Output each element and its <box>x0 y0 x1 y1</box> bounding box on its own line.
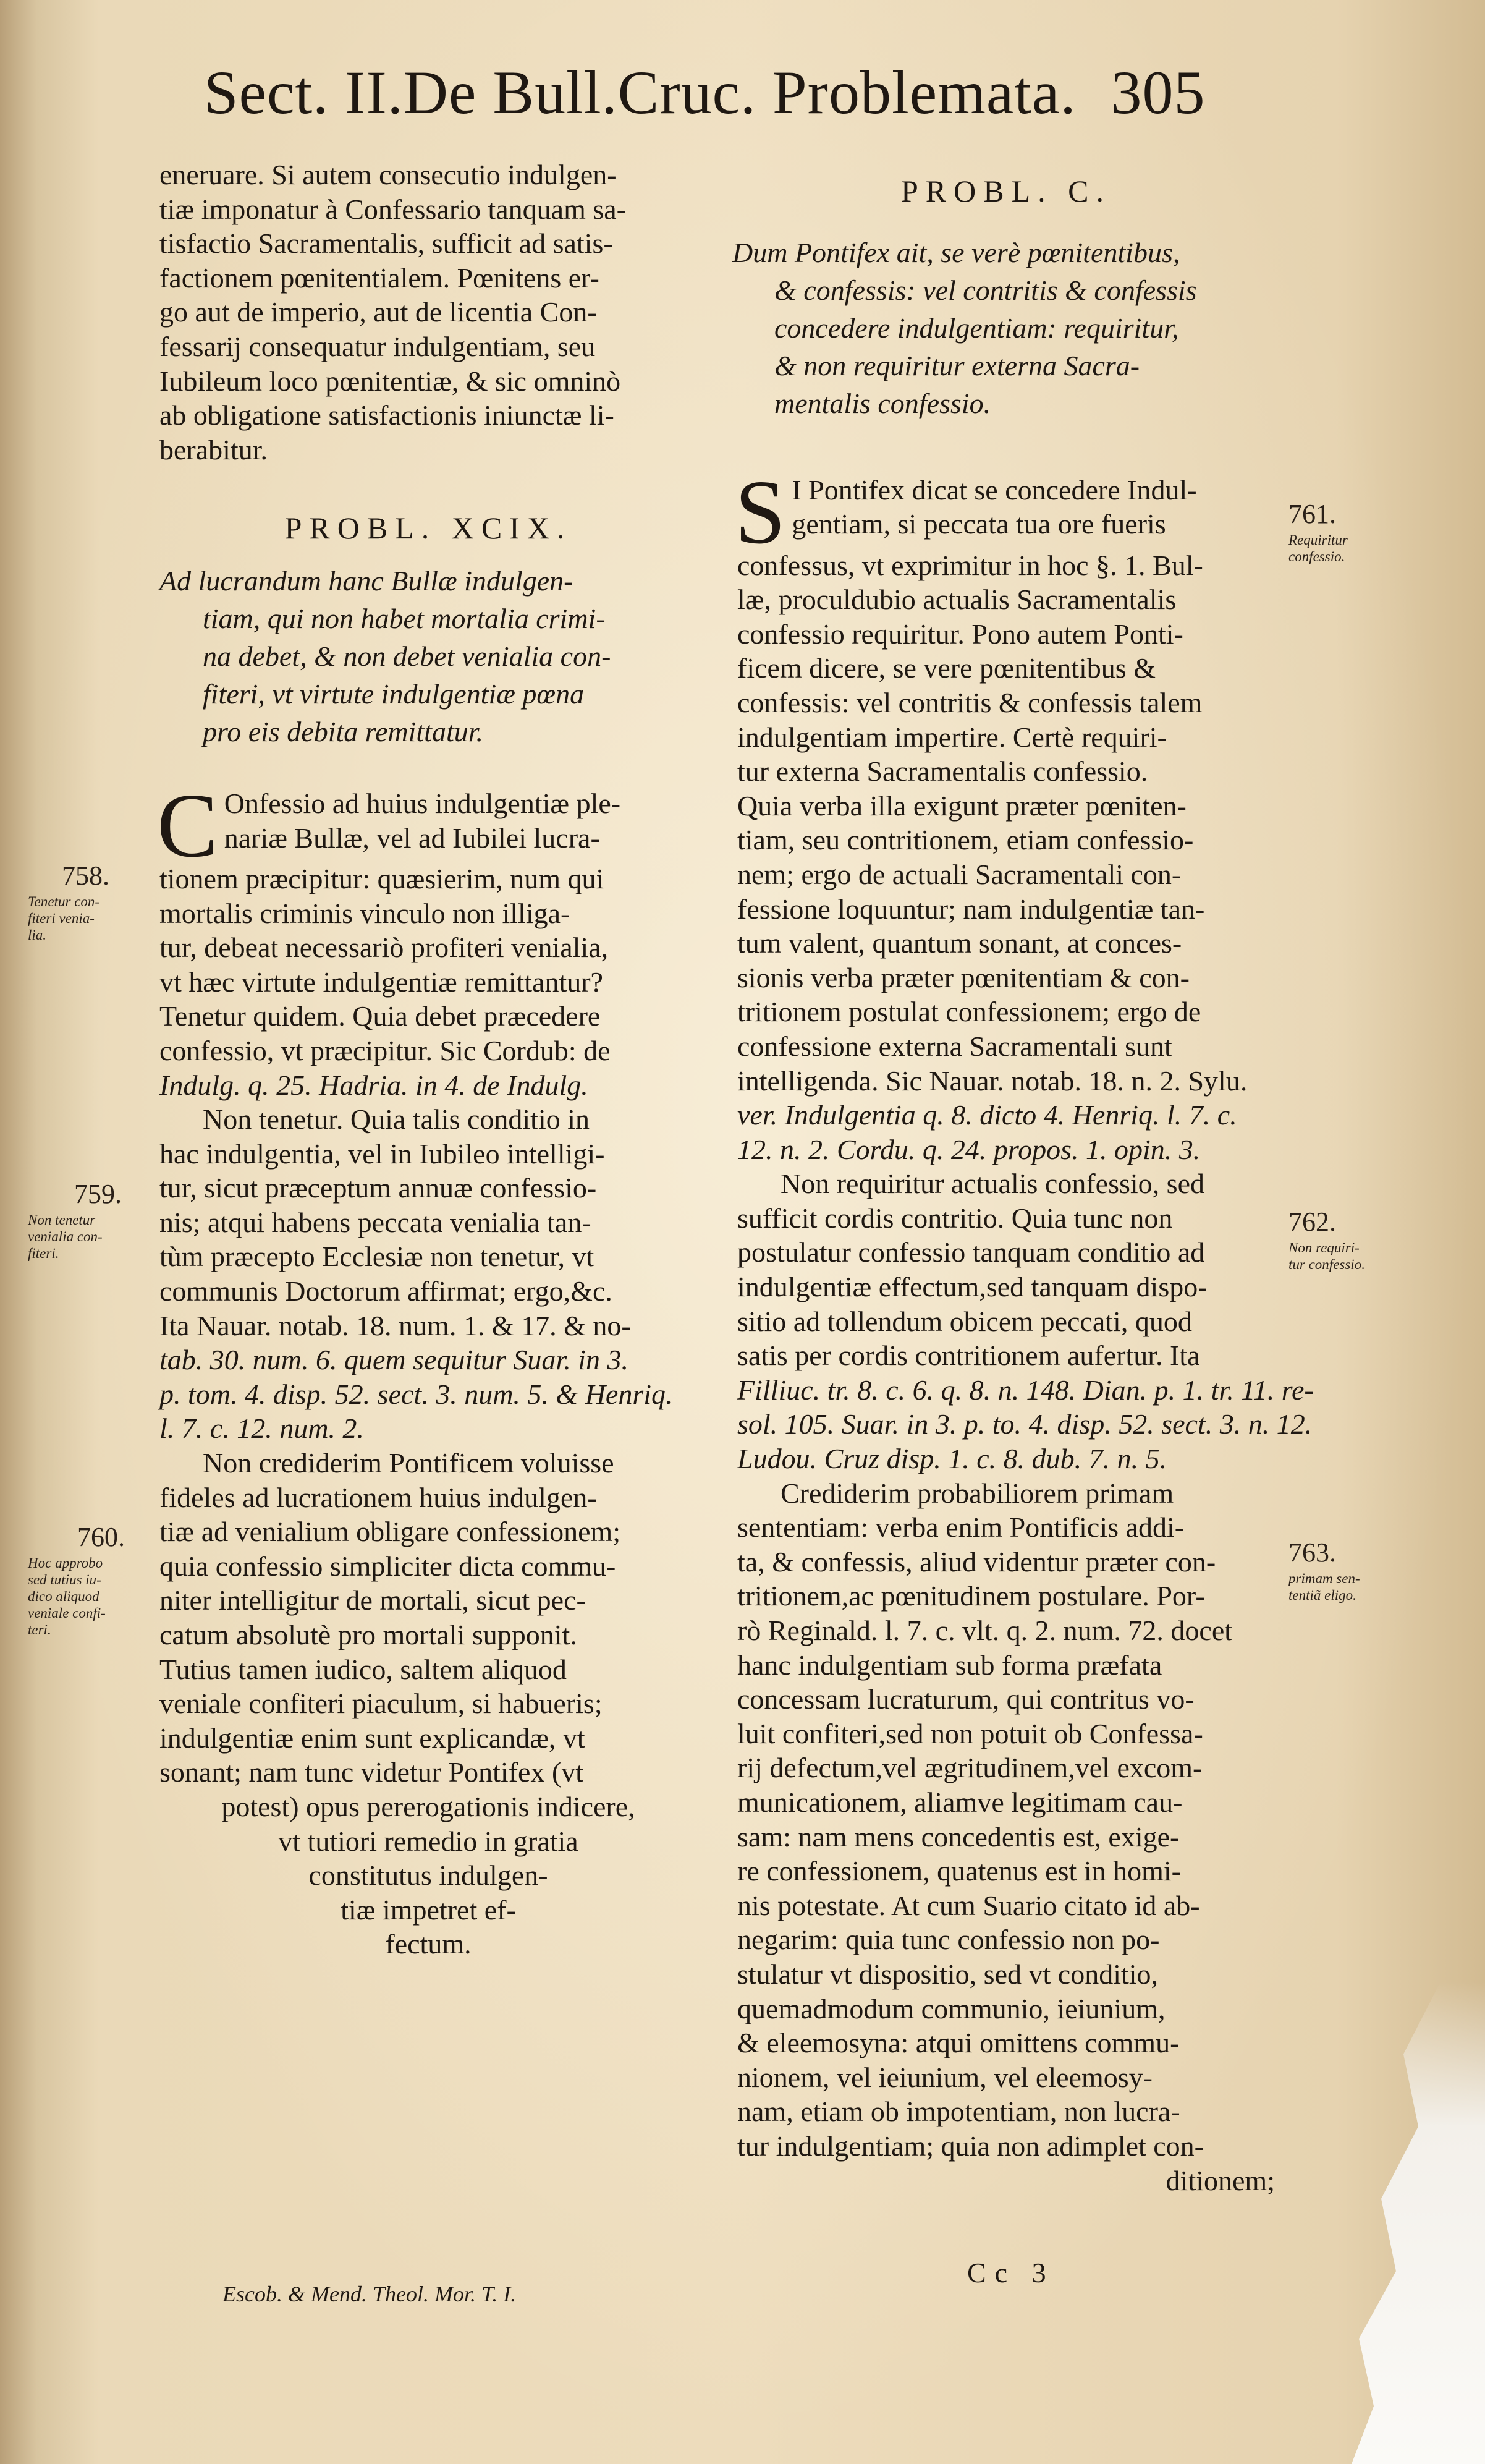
margin-number: 759. <box>74 1179 122 1209</box>
text-line: tùm præcepto Ecclesiæ non tenetur, vt <box>159 1241 594 1273</box>
paragraph-758 <box>157 775 697 1102</box>
margin-note-760 <box>28 1524 158 1638</box>
text-line: Filliuc. tr. 8. c. 6. q. 8. n. 148. Dian. p. 1. tr. 11. re- <box>737 1374 1314 1406</box>
text-line: & eleemosyna: atqui omittens commu- <box>737 2027 1180 2059</box>
left-column <box>159 158 697 1961</box>
text-line: Quia verba illa exigunt præter pœniten- <box>737 789 1187 822</box>
text-line: vt hæc virtute indulgentiæ remittantur? <box>159 966 603 998</box>
margin-line: fiteri venia- <box>28 911 95 926</box>
text-line: go aut de imperio, aut de licentia Con- <box>159 296 597 328</box>
text-line: fessione loquuntur; nam indulgentiæ tan- <box>737 893 1205 925</box>
text-line: stulatur vt dispositio, sed vt conditio, <box>737 1958 1159 1990</box>
text-line: tisfactio Sacramentalis, sufficit ad satis- <box>159 227 613 260</box>
margin-line: confessio. <box>1288 549 1345 564</box>
problem-heading-c: PROBL. C. <box>900 174 1111 208</box>
text-line: confessus, vt exprimitur in hoc §. 1. Bul- <box>737 549 1203 581</box>
text-line: tiæ imponatur à Confessario tanquam sa- <box>159 193 627 225</box>
text-line: quemadmodum communio, ieiunium, <box>737 1992 1166 2024</box>
text-line: sitio ad tollendum obicem peccati, quod <box>737 1305 1192 1337</box>
text-line: tiæ ad venialium obligare confessionem; <box>159 1516 621 1548</box>
margin-line: veniale confi- <box>28 1605 106 1621</box>
margin-line: Requiritur <box>1288 532 1348 548</box>
margin-note-759 <box>28 1181 158 1262</box>
margin-line: fiteri. <box>28 1246 59 1261</box>
text-line: confessio, vt præcipitur. Sic Cordub: de <box>159 1034 611 1066</box>
text-line: sonant; nam tunc videtur Pontifex (vt <box>159 1756 584 1788</box>
text-line: niter intelligitur de mortali, sicut pec- <box>159 1584 586 1616</box>
text-line: I Pontifex dicat se concedere Indul- <box>792 474 1197 506</box>
title-line: na debet, & non debet venialia con- <box>203 640 611 672</box>
margin-number: 758. <box>62 860 109 891</box>
text-line: Non requiritur actualis confessio, sed <box>781 1168 1204 1200</box>
text-line: ver. Indulgentia q. 8. dicto 4. Henriq. l. 7. c. <box>737 1099 1237 1131</box>
text-line: læ, proculdubio actualis Sacramentalis <box>737 584 1177 616</box>
margin-note-761 <box>1288 501 1412 565</box>
title-line: concedere indulgentiam: requiritur, <box>774 312 1179 344</box>
text-line: re confessionem, quatenus est in homi- <box>737 1855 1181 1887</box>
text-line: nem; ergo de actuali Sacramentali con- <box>737 858 1182 890</box>
text-line: tur externa Sacramentalis confessio. <box>737 755 1148 788</box>
text-line: rò Reginald. l. 7. c. vlt. q. 2. num. 72. docet <box>737 1615 1233 1646</box>
title-line: & confessis: vel contritis & confessis <box>774 274 1197 306</box>
text-line: fessarij consequatur indulgentiam, seu <box>159 330 596 362</box>
margin-line: Non requiri- <box>1288 1240 1360 1255</box>
drop-cap: C <box>157 775 218 877</box>
text-line: Crediderim probabiliorem primam <box>781 1477 1174 1509</box>
text-line: nionem, vel ieiunium, vel eleemosy- <box>737 2061 1153 2093</box>
text-line: indulgentiæ effectum,sed tanquam dispo- <box>737 1271 1208 1303</box>
text-line: hac indulgentia, vel in Iubileo intelligi- <box>159 1137 605 1170</box>
text-line: tur, sicut præceptum annuæ confessio- <box>159 1172 597 1204</box>
text-line: sam: nam mens concedentis est, exige- <box>737 1820 1180 1853</box>
text-line: fideles ad lucrationem huius indulgen- <box>159 1481 597 1513</box>
text-line: Tenetur quidem. Quia debet præcedere <box>159 1000 601 1032</box>
text-line: tab. 30. num. 6. quem sequitur Suar. in 3. <box>159 1344 628 1376</box>
text-line: confessione externa Sacramentali sunt <box>737 1030 1172 1062</box>
text-line: eneruare. Si autem consecutio indulgen- <box>159 159 617 190</box>
torn-corner <box>1337 1982 1485 2464</box>
text-line: Onfessio ad huius indulgentiæ ple- <box>224 787 621 819</box>
problem-heading-xcix: PROBL. XCIX. <box>284 511 572 546</box>
margin-line: venialia con- <box>28 1229 103 1244</box>
text-line: Tutius tamen iudico, saltem aliquod <box>159 1653 567 1685</box>
margin-number: 760. <box>77 1522 125 1552</box>
margin-line: teri. <box>28 1622 51 1638</box>
text-line: Ludou. Cruz disp. 1. c. 8. dub. 7. n. 5. <box>737 1443 1167 1475</box>
title-line: mentalis confessio. <box>774 387 991 419</box>
text-line: berabitur. <box>159 433 268 465</box>
paragraph-760 <box>159 1446 697 1961</box>
text-line: Iubileum loco pœnitentiæ, & sic omninò <box>159 365 621 397</box>
text-line: luit confiteri,sed non potuit ob Confessa- <box>737 1717 1203 1749</box>
text-line: tiæ impetret ef- <box>341 1893 516 1926</box>
text-line: nis potestate. At cum Suario citato id ab- <box>737 1889 1200 1921</box>
margin-line: dico aliquod <box>28 1589 99 1604</box>
text-line: vt tutiori remedio in gratia <box>278 1825 578 1857</box>
text-line: sufficit cordis contritio. Quia tunc non <box>737 1202 1173 1234</box>
text-line: nariæ Bullæ, vel ad Iubilei lucra- <box>224 822 600 854</box>
margin-number: 762. <box>1288 1207 1336 1237</box>
text-line: ab obligatione satisfactionis iniunctæ li- <box>159 399 614 431</box>
text-line: p. tom. 4. disp. 52. sect. 3. num. 5. & Henriq. <box>159 1378 673 1410</box>
text-line: rij defectum,vel ægritudinem,vel excom- <box>737 1752 1203 1784</box>
margin-note-763 <box>1288 1539 1412 1604</box>
paragraph-759 <box>159 1102 697 1446</box>
title-line: pro eis debita remittatur. <box>203 715 484 747</box>
text-line: sionis verba præter pœnitentiam & con- <box>737 961 1190 993</box>
text-line: hanc indulgentiam sub forma præfata <box>737 1649 1162 1681</box>
text-line: intelligenda. Sic Nauar. notab. 18. n. 2. Sylu. <box>737 1064 1248 1097</box>
text-line: quia confessio simpliciter dicta commu- <box>159 1550 616 1582</box>
margin-line: Hoc approbo <box>28 1555 103 1571</box>
text-line: gentiam, si peccata tua ore fueris <box>792 508 1166 540</box>
text-line: ta, & confessis, aliud videntur præter con- <box>737 1545 1216 1578</box>
drop-cap: S <box>735 461 786 563</box>
title-line: Ad lucrandum hanc Bullæ indulgen- <box>159 564 573 597</box>
text-line: tritionem,ac pœnitudinem postulare. Por- <box>737 1580 1205 1612</box>
text-line: postulatur confessio tanquam conditio ad <box>737 1236 1205 1268</box>
text-line: factionem pœnitentialem. Pœnitens er- <box>159 261 599 294</box>
text-line: indulgentiæ enim sunt explicandæ, vt <box>159 1722 585 1754</box>
text-line: tiam, seu contritionem, etiam confessio- <box>737 824 1194 856</box>
margin-number: 761. <box>1288 499 1336 529</box>
text-line: l. 7. c. 12. num. 2. <box>159 1413 364 1445</box>
text-line: municationem, aliamve legitimam cau- <box>737 1786 1183 1818</box>
margin-line: lia. <box>28 927 47 943</box>
text-line: tum valent, quantum sonant, at conces- <box>737 927 1182 959</box>
paragraph-763 <box>737 1476 1275 2198</box>
margin-line: Tenetur con- <box>28 894 100 909</box>
text-line: fectum. <box>385 1928 472 1960</box>
title-line: & non requiritur externa Sacra- <box>774 349 1140 381</box>
text-line: ditionem; <box>1166 2164 1275 2196</box>
text-line: tur, debeat necessariò profiteri venialia, <box>159 932 609 964</box>
signature-mark: Cc 3 <box>967 2257 1055 2288</box>
paragraph-761 <box>735 461 1275 1167</box>
text-line: 12. n. 2. Cordu. q. 24. propos. 1. opin. 3. <box>737 1133 1201 1165</box>
text-line: concessam lucraturum, qui contritus vo- <box>737 1683 1195 1715</box>
margin-note-758 <box>28 862 158 943</box>
text-line: Non crediderim Pontificem voluisse <box>203 1447 614 1479</box>
text-line: sol. 105. Suar. in 3. p. to. 4. disp. 52. sect. 3. n. 12. <box>737 1408 1313 1440</box>
problem-title-c <box>732 234 1275 422</box>
text-line: tritionem postulat confessionem; ergo de <box>737 996 1201 1028</box>
margin-line: tentiã eligo. <box>1288 1587 1356 1603</box>
text-line: confessis: vel contritis & confessis talem <box>737 686 1203 718</box>
margin-line: sed tutius iu- <box>28 1572 101 1587</box>
text-line: veniale confiteri piaculum, si habueris; <box>159 1688 603 1720</box>
text-line: indulgentiam impertire. Certè requiri- <box>737 721 1167 753</box>
title-line: Dum Pontifex ait, se verè pœnitentibus, <box>732 236 1180 268</box>
margin-line: primam sen- <box>1288 1571 1360 1586</box>
title-line: fiteri, vt virtute indulgentiæ pœna <box>203 678 585 710</box>
margin-line: tur confessio. <box>1288 1257 1365 1272</box>
running-head <box>204 58 1279 127</box>
text-line: ficem dicere, se vere pœnitentibus & <box>737 652 1156 684</box>
margin-number: 763. <box>1288 1537 1336 1568</box>
text-line: nam, etiam ob impotentiam, non lucra- <box>737 2096 1180 2128</box>
problem-title-xcix <box>159 562 697 750</box>
left-intro-paragraph <box>159 158 697 467</box>
text-line: Indulg. q. 25. Hadria. in 4. de Indulg. <box>159 1069 588 1101</box>
text-line: mortalis criminis vinculo non illiga- <box>159 897 570 929</box>
margin-note-762 <box>1288 1209 1412 1273</box>
title-line: tiam, qui non habet mortalia crimi- <box>203 602 606 634</box>
text-line: negarim: quia tunc confessio non po- <box>737 1924 1160 1956</box>
text-line: constitutus indulgen- <box>308 1859 548 1892</box>
text-line: catum absolutè pro mortali supponit. <box>159 1619 577 1650</box>
text-line: satis per cordis contritionem aufertur. Ita <box>737 1340 1200 1372</box>
text-line: nis; atqui habens peccata venialia tan- <box>159 1206 591 1238</box>
text-line: potest) opus pererogationis indicere, <box>221 1790 635 1822</box>
page-number: 305 <box>1111 58 1206 127</box>
text-line: Ita Nauar. notab. 18. num. 1. & 17. & no- <box>159 1309 631 1341</box>
text-line: confessio requiritur. Pono autem Ponti- <box>737 618 1183 650</box>
text-line: Non tenetur. Quia talis conditio in <box>203 1103 590 1136</box>
text-line: tionem præcipitur: quæsierim, num qui <box>159 862 604 894</box>
margin-line: Non tenetur <box>28 1212 96 1228</box>
running-head-title: Sect. II.De Bull.Cruc. Problemata. <box>204 58 1077 127</box>
text-line: tur indulgentiam; quia non adimplet con- <box>737 2130 1204 2162</box>
printer-signature: Escob. & Mend. Theol. Mor. T. I. <box>222 2282 517 2306</box>
text-line: communis Doctorum affirmat; ergo,&c. <box>159 1275 612 1307</box>
text-line: sententiam: verba enim Pontificis addi- <box>737 1511 1185 1544</box>
